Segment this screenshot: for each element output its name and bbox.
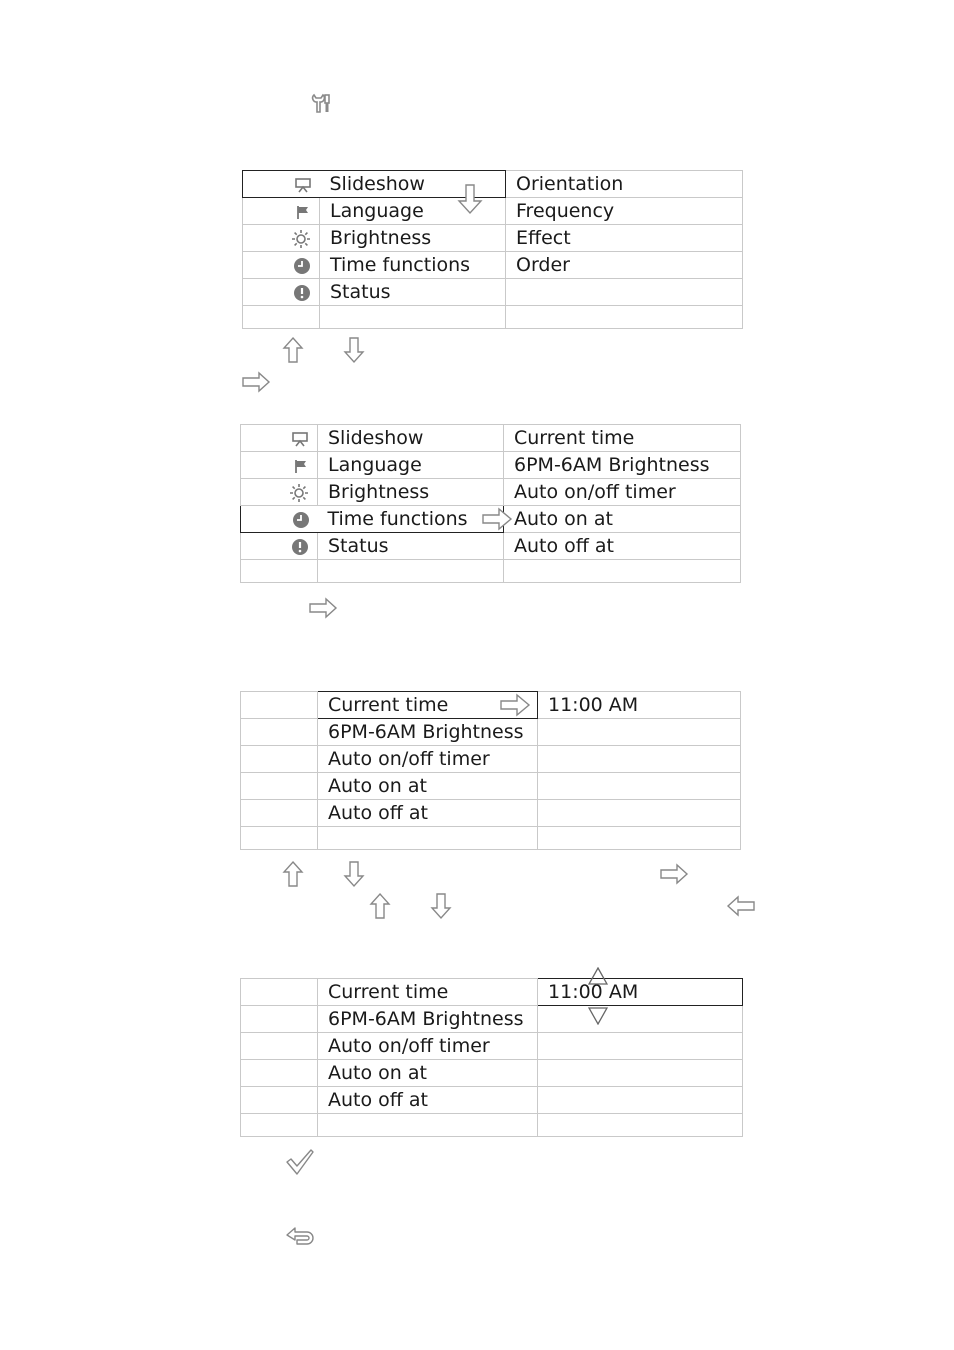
menu-row[interactable] (243, 171, 743, 198)
menu-row (241, 827, 741, 850)
menu-icon-cell (243, 252, 320, 279)
checkmark-key-icon (285, 1148, 315, 1176)
menu-item-night-brightness[interactable]: 6PM-6AM Brightness (318, 719, 538, 746)
empty-cell (241, 560, 318, 583)
empty-cell (241, 1060, 318, 1087)
ampm-field[interactable]: AM (608, 981, 639, 1003)
empty-cell (241, 692, 318, 719)
menu-row[interactable] (243, 279, 743, 306)
menu-row (243, 306, 743, 329)
menu-row[interactable] (241, 692, 741, 719)
menu-row (241, 560, 741, 583)
menu-item-current-time[interactable]: Current time (318, 692, 538, 719)
menu-icon-cell (243, 225, 320, 252)
empty-cell (241, 1006, 318, 1033)
submenu-item[interactable]: Auto on at (504, 506, 741, 533)
submenu-item[interactable]: Auto on/off timer (504, 479, 741, 506)
info-icon (293, 284, 311, 302)
menu-row[interactable] (241, 425, 741, 452)
empty-cell (506, 306, 743, 329)
empty-cell (538, 1006, 743, 1033)
empty-cell (538, 773, 741, 800)
menu-row[interactable] (243, 252, 743, 279)
empty-cell (538, 1087, 743, 1114)
submenu-item[interactable]: Order (506, 252, 743, 279)
menu-item-time-functions[interactable]: Time functions (320, 252, 506, 279)
sun-icon (291, 229, 311, 249)
arrow-right-key-icon (659, 863, 689, 885)
info-icon (291, 538, 309, 556)
empty-cell (318, 560, 504, 583)
menu-item-auto-on[interactable]: Auto on at (318, 773, 538, 800)
submenu-item[interactable]: Current time (504, 425, 741, 452)
empty-cell (241, 979, 318, 1006)
menu-item-time-functions[interactable]: Time functions (318, 506, 504, 533)
menu-icon-cell (243, 171, 320, 198)
submenu-item[interactable]: Frequency (506, 198, 743, 225)
menu-row[interactable] (241, 1060, 743, 1087)
settings-menu-1 (242, 170, 743, 329)
menu-row[interactable] (241, 773, 741, 800)
time-functions-menu (240, 691, 741, 850)
menu-item-brightness[interactable]: Brightness (318, 479, 504, 506)
tools-icon (310, 92, 334, 116)
menu-row (241, 1114, 743, 1137)
clock-icon (292, 511, 310, 529)
menu-item-night-brightness[interactable]: 6PM-6AM Brightness (318, 1006, 538, 1033)
arrow-down-key-icon (430, 892, 452, 920)
arrow-right-key-icon (308, 597, 338, 619)
submenu-item[interactable]: 6PM-6AM Brightness (504, 452, 741, 479)
empty-cell (241, 719, 318, 746)
arrow-up-key-icon (369, 892, 391, 920)
menu-icon-cell (243, 279, 320, 306)
empty-cell (538, 1114, 743, 1137)
empty-cell (241, 827, 318, 850)
arrow-down-key-icon (343, 336, 365, 364)
menu-item-language[interactable]: Language (320, 198, 506, 225)
submenu-item (506, 279, 743, 306)
menu-icon-cell (241, 533, 318, 560)
menu-item-current-time[interactable]: Current time (318, 979, 538, 1006)
empty-cell (538, 1033, 743, 1060)
empty-cell (241, 1087, 318, 1114)
menu-row[interactable] (241, 719, 741, 746)
menu-row[interactable] (241, 533, 741, 560)
menu-item-status[interactable]: Status (318, 533, 504, 560)
empty-cell (241, 746, 318, 773)
submenu-item[interactable]: Effect (506, 225, 743, 252)
empty-cell (320, 306, 506, 329)
empty-cell (241, 1114, 318, 1137)
menu-row[interactable] (243, 198, 743, 225)
minute-field[interactable]: 00 (578, 981, 603, 1003)
menu-item-auto-timer[interactable]: Auto on/off timer (318, 746, 538, 773)
menu-item-slideshow[interactable]: Slideshow (320, 171, 506, 198)
arrow-down-key-icon (343, 860, 365, 888)
menu-item-auto-off[interactable]: Auto off at (318, 800, 538, 827)
submenu-item[interactable]: Auto off at (504, 533, 741, 560)
menu-row[interactable] (241, 1087, 743, 1114)
arrow-up-key-icon (282, 336, 304, 364)
menu-row[interactable] (241, 800, 741, 827)
menu-icon-cell (241, 425, 318, 452)
empty-cell (243, 306, 320, 329)
settings-menu-2 (240, 424, 741, 583)
menu-icon-cell (241, 479, 318, 506)
empty-cell (538, 800, 741, 827)
time-edit-menu (240, 978, 743, 1137)
menu-row[interactable] (241, 979, 743, 1006)
menu-row[interactable] (241, 479, 741, 506)
menu-row[interactable] (241, 506, 741, 533)
flag-icon (295, 204, 311, 220)
back-key-icon (285, 1225, 317, 1249)
empty-cell (241, 800, 318, 827)
menu-row[interactable] (241, 746, 741, 773)
submenu-item[interactable]: Orientation (506, 171, 743, 198)
menu-item-auto-off[interactable]: Auto off at (318, 1087, 538, 1114)
arrow-right-icon (499, 693, 531, 717)
empty-cell (241, 773, 318, 800)
menu-item-brightness[interactable]: Brightness (320, 225, 506, 252)
empty-cell (538, 1060, 743, 1087)
menu-row[interactable] (241, 1006, 743, 1033)
menu-item-language[interactable]: Language (318, 452, 504, 479)
slideshow-icon (291, 431, 309, 447)
time-separator: : (572, 981, 579, 1003)
flag-icon (293, 458, 309, 474)
time-value-editor[interactable] (538, 979, 743, 1006)
arrow-up-key-icon (282, 860, 304, 888)
menu-icon-cell (241, 452, 318, 479)
menu-row[interactable] (241, 452, 741, 479)
empty-cell (504, 560, 741, 583)
empty-cell (318, 1114, 538, 1137)
empty-cell (538, 746, 741, 773)
empty-cell (538, 827, 741, 850)
menu-row[interactable] (243, 225, 743, 252)
empty-cell (318, 827, 538, 850)
triangle-up-icon (588, 967, 608, 985)
empty-cell (538, 719, 741, 746)
menu-item-status[interactable]: Status (320, 279, 506, 306)
slideshow-icon (294, 177, 312, 193)
menu-icon-cell (241, 506, 318, 533)
current-time-value[interactable]: 11:00 AM (538, 692, 741, 719)
menu-icon-cell (243, 198, 320, 225)
sun-icon (289, 483, 309, 503)
arrow-left-key-icon (726, 895, 756, 917)
menu-item-slideshow[interactable]: Slideshow (318, 425, 504, 452)
menu-item-auto-timer[interactable]: Auto on/off timer (318, 1033, 538, 1060)
arrow-right-key-icon (241, 371, 271, 393)
clock-icon (293, 257, 311, 275)
menu-item-auto-on[interactable]: Auto on at (318, 1060, 538, 1087)
empty-cell (241, 1033, 318, 1060)
menu-row[interactable] (241, 1033, 743, 1060)
hour-field[interactable]: 11 (548, 981, 573, 1003)
